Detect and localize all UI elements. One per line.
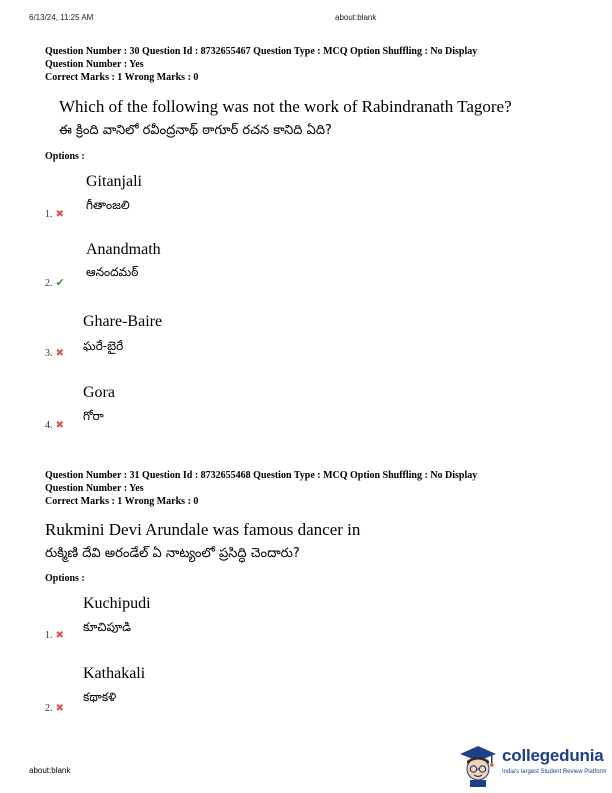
- question-meta-line: Question Number : Yes: [45, 483, 144, 494]
- option-text-telugu: ఆనందమఠ్: [86, 265, 139, 279]
- question-meta: [45, 469, 477, 508]
- question-text-english: Rukmini Devi Arundale was famous dancer in: [45, 520, 361, 539]
- option-text-telugu: కథాకళి: [83, 690, 117, 704]
- option-text-telugu: గీతాంజలి: [86, 198, 130, 212]
- print-page-title: about:blank: [335, 13, 377, 22]
- option-text-english: Anandmath: [86, 241, 161, 258]
- option-text-telugu: ఘరే-బైరే: [83, 339, 124, 353]
- logo-tagline: India's largest Student Review Platform: [502, 769, 607, 775]
- option-index: 3.: [45, 348, 53, 359]
- print-datetime: 6/13/24, 11:25 AM: [29, 13, 94, 22]
- option-text-english: Kuchipudi: [83, 595, 151, 612]
- wrong-mark-icon: ✖: [55, 348, 64, 359]
- wrong-mark-icon: ✖: [55, 420, 64, 431]
- question-text-english: Which of the following was not the work of Rabindranath Tagore?: [59, 97, 512, 116]
- question-meta-line: Question Number : Yes: [45, 59, 144, 70]
- question-meta-line: Question Number : 30 Question Id : 8732655467 Question Type : MCQ Option Shuffling : No Display: [45, 46, 478, 57]
- student-mascot-icon: [456, 742, 500, 788]
- wrong-mark-icon: ✖: [55, 630, 64, 641]
- option-text-telugu: గోరా: [83, 409, 104, 423]
- option-number: [45, 209, 64, 220]
- wrong-mark-icon: ✖: [55, 209, 64, 220]
- option-index: 4.: [45, 420, 53, 431]
- question-marks: Correct Marks : 1 Wrong Marks : 0: [45, 496, 199, 507]
- question-text-telugu: రుక్మిణి దేవి అరండేల్ ఏ నాట్యంలో ప్రసిద్ధి చెందారు?: [45, 546, 300, 561]
- print-footer-url: about:blank: [29, 766, 71, 775]
- options-label: Options :: [45, 573, 85, 584]
- option-text-english: Gitanjali: [86, 173, 142, 190]
- option-number: [45, 630, 64, 641]
- logo-wordmark: collegedunia: [502, 746, 604, 765]
- check-mark-icon: ✔: [55, 277, 65, 289]
- option-number: [45, 420, 64, 431]
- option-text-english: Ghare-Baire: [83, 313, 163, 330]
- option-text-english: Kathakali: [83, 665, 146, 682]
- option-index: 1.: [45, 209, 53, 220]
- option-index: 2.: [45, 278, 53, 289]
- options-label: Options :: [45, 151, 85, 162]
- option-number: [45, 276, 65, 289]
- wrong-mark-icon: ✖: [55, 703, 64, 714]
- option-text-telugu: కూచిపూడి: [83, 620, 132, 634]
- option-index: 1.: [45, 630, 53, 641]
- option-index: 2.: [45, 703, 53, 714]
- option-number: [45, 348, 64, 359]
- option-number: [45, 703, 64, 714]
- question-meta-line: Question Number : 31 Question Id : 8732655468 Question Type : MCQ Option Shuffling : No Display: [45, 470, 478, 481]
- collegedunia-logo: [456, 742, 608, 788]
- question-marks: Correct Marks : 1 Wrong Marks : 0: [45, 72, 199, 83]
- question-meta: [45, 45, 477, 84]
- question-text-telugu: ఈ క్రింది వానిలో రవీంద్రనాథ్ ఠాగూర్ రచన కానిది ఏది?: [59, 123, 332, 138]
- option-text-english: Gora: [83, 384, 115, 401]
